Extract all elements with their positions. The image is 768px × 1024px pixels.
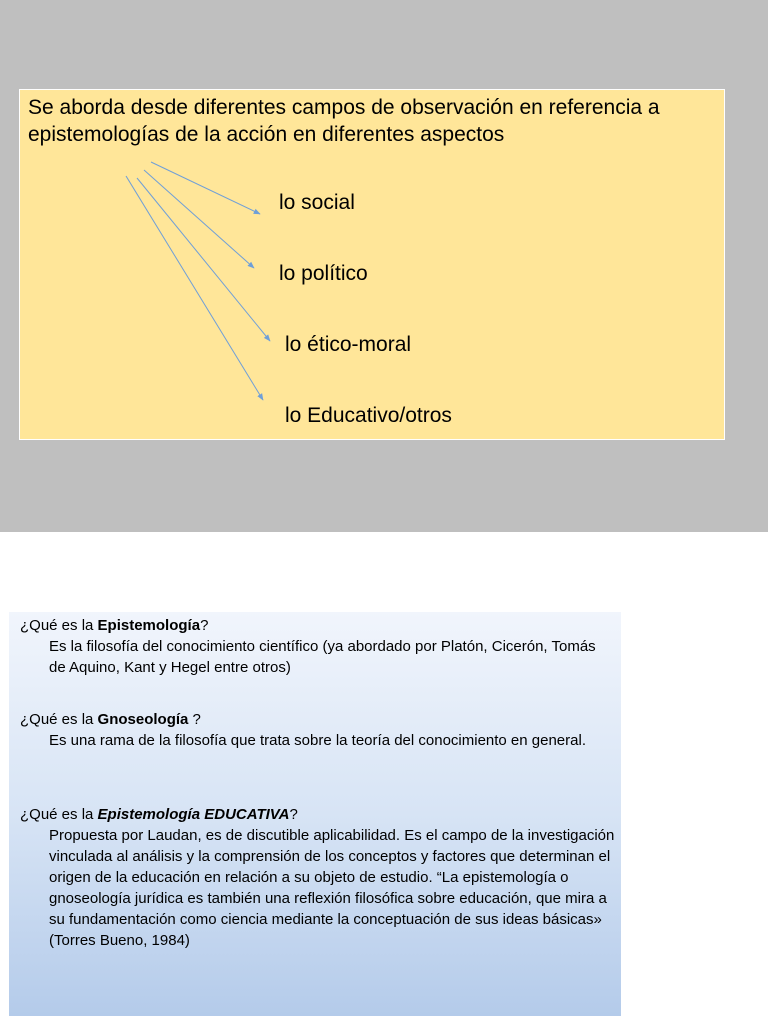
aspect-politico: lo político bbox=[279, 262, 368, 285]
intro-text: Se aborda desde diferentes campos de observación en referencia a epistemologías de la acción en diferentes aspectos bbox=[28, 96, 660, 146]
arrows-diagram bbox=[20, 90, 726, 441]
term-epistemologia: Epistemología bbox=[97, 617, 201, 634]
qa-epistemologia bbox=[20, 615, 615, 678]
question-gnoseologia: ¿Qué es la Gnoseología ? bbox=[20, 711, 201, 728]
answer-epistemologia-educativa: Propuesta por Laudan, es de discutible aplicabilidad. Es el campo de la investigación vinculada al análisis y la comprensión de los conceptos y factores que determinan el origen de la educación en relación a su objeto de estudio. “La epistemología o gnoseología jurídica es también una reflexión filosófica sobre educación, que mira a su fundamentación como ciencia mediante la conceptuación de sus ideas básicas» (Torres Bueno, 1984) bbox=[49, 827, 615, 949]
question-epistemologia-educativa: ¿Qué es la Epistemología EDUCATIVA? bbox=[20, 806, 298, 823]
qa-epistemologia-educativa bbox=[20, 804, 615, 951]
arrow-social bbox=[151, 162, 260, 214]
aspects-box bbox=[19, 89, 725, 440]
aspect-educativo: lo Educativo/otros bbox=[285, 404, 452, 427]
term-gnoseologia: Gnoseología bbox=[97, 711, 189, 728]
answer-epistemologia: Es la filosofía del conocimiento científico (ya abordado por Platón, Cicerón, Tomás de Aquino, Kant y Hegel entre otros) bbox=[49, 638, 596, 676]
answer-gnoseologia: Es una rama de la filosofía que trata sobre la teoría del conocimiento en general. bbox=[49, 732, 586, 749]
qa-gnoseologia bbox=[20, 709, 615, 751]
term-epistemologia-educativa: Epistemología EDUCATIVA bbox=[97, 806, 290, 823]
arrow-etico-moral bbox=[137, 178, 270, 341]
arrow-educativo bbox=[126, 176, 263, 400]
slide-definitions bbox=[9, 612, 621, 1016]
aspect-etico-moral: lo ético-moral bbox=[285, 333, 412, 356]
aspect-social: lo social bbox=[279, 191, 355, 214]
question-epistemologia: ¿Qué es la Epistemología? bbox=[20, 617, 209, 634]
